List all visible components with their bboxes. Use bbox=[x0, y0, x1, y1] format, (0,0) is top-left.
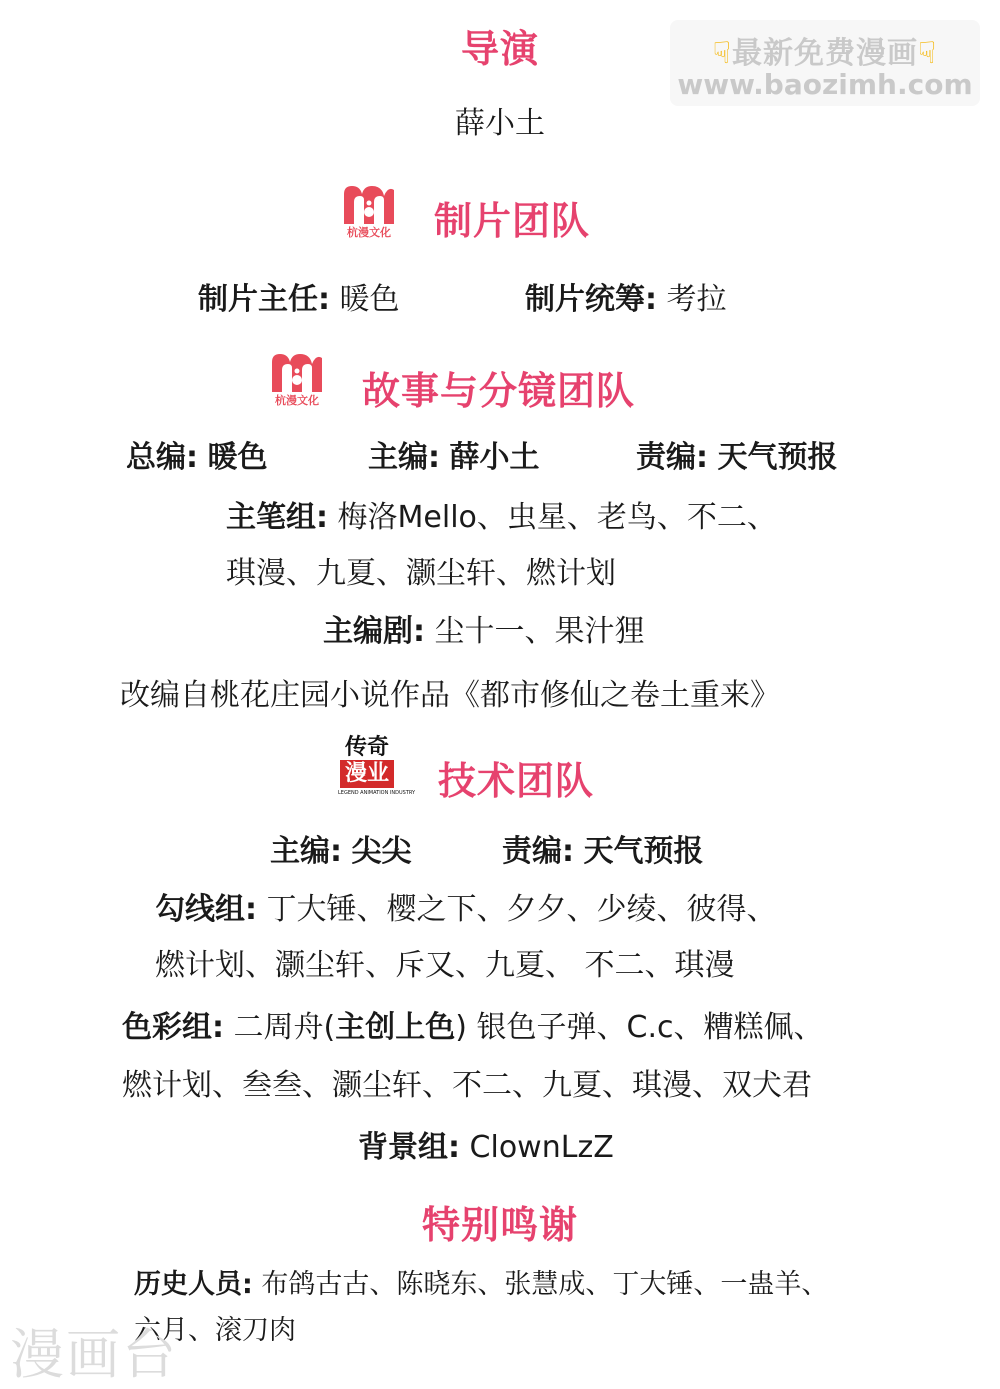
tech-line-line2: 燃计划、灏尘轩、斥又、九夏、 不二、琪漫 bbox=[155, 948, 735, 983]
production-coordinator-value: 考拉 bbox=[666, 282, 727, 317]
tech-line-group bbox=[155, 884, 777, 928]
story-writer-label: 主编剧: bbox=[323, 614, 425, 649]
tech-resp-label: 责编: bbox=[502, 834, 574, 869]
tech-editor-label: 主编: bbox=[270, 834, 342, 869]
story-chief bbox=[126, 432, 268, 476]
tech-color-pre: 二周舟( bbox=[233, 1010, 336, 1045]
story-pen-label: 主笔组: bbox=[226, 500, 328, 535]
watermark-text: 最新免费漫画 bbox=[732, 36, 918, 71]
story-chief-label: 总编: bbox=[126, 440, 198, 475]
tech-line-line1: 丁大锤、樱之下、夕夕、少绫、彼得、 bbox=[266, 892, 777, 927]
pointing-hand-icon: ☟ bbox=[918, 36, 938, 71]
director-name: 薛小土 bbox=[455, 106, 545, 141]
story-adapted-from: 改编自桃花庄园小说作品《都市修仙之卷土重来》 bbox=[120, 678, 780, 713]
tech-resp-value: 天气预报 bbox=[583, 834, 704, 869]
hangman-logo bbox=[268, 348, 326, 408]
thanks-heading: 特别鸣谢 bbox=[421, 1203, 578, 1247]
story-writer bbox=[323, 606, 645, 650]
director-heading: 导演 bbox=[460, 27, 539, 71]
story-resp-editor bbox=[636, 432, 838, 476]
thanks-history-line1: 布鸽古古、陈晓东、张慧成、丁大锤、一蛊羊、 bbox=[261, 1269, 829, 1300]
tech-color-post: ) 银色子弹、C.c、糟糕佩、 bbox=[455, 1010, 824, 1045]
watermark-bottom: 漫画台 bbox=[10, 1323, 178, 1386]
legend-logo-small: LEGEND ANIMATION INDUSTRY bbox=[338, 790, 416, 796]
tech-color-line2: 燃计划、叁叁、灏尘轩、不二、九夏、琪漫、双犬君 bbox=[122, 1068, 812, 1103]
legend-anime-logo bbox=[338, 735, 416, 798]
thanks-history-label: 历史人员: bbox=[134, 1269, 253, 1300]
watermark-url: www.baozimh.com bbox=[677, 68, 973, 101]
production-heading: 制片团队 bbox=[434, 199, 591, 243]
tech-color-bold: 主创上色 bbox=[335, 1010, 456, 1045]
story-pen-line1: 梅洛Mello、虫星、老鸟、不二、 bbox=[337, 500, 777, 535]
hangman-logo-label: 杭漫文化 bbox=[347, 226, 391, 239]
legend-logo-line1: 传奇 bbox=[344, 735, 389, 760]
tech-editor bbox=[270, 826, 412, 870]
tech-bg-label: 背景组: bbox=[358, 1130, 460, 1165]
story-pen-line2: 琪漫、九夏、灏尘轩、燃计划 bbox=[226, 556, 616, 591]
tech-line-label: 勾线组: bbox=[155, 892, 257, 927]
tech-color-group bbox=[122, 1002, 823, 1046]
tech-heading: 技术团队 bbox=[438, 759, 595, 803]
story-resp-value: 天气预报 bbox=[717, 440, 838, 475]
thanks-history-line2: 六月、滚刀肉 bbox=[134, 1315, 296, 1346]
production-manager-value: 暖色 bbox=[339, 282, 400, 317]
thanks-history bbox=[134, 1262, 828, 1301]
story-resp-label: 责编: bbox=[636, 440, 708, 475]
story-editor bbox=[368, 432, 540, 476]
production-coordinator bbox=[525, 274, 727, 318]
tech-bg-value: ClownLzZ bbox=[469, 1130, 614, 1165]
tech-bg-group bbox=[358, 1122, 614, 1166]
hangman-logo bbox=[340, 180, 398, 240]
story-heading: 故事与分镜团队 bbox=[362, 369, 636, 413]
story-chief-value: 暖色 bbox=[207, 440, 268, 475]
pointing-hand-icon: ☟ bbox=[712, 36, 732, 71]
story-editor-value: 薛小土 bbox=[449, 440, 540, 475]
production-manager-label: 制片主任: bbox=[198, 282, 330, 317]
tech-editor-value: 尖尖 bbox=[351, 834, 412, 869]
story-writer-value: 尘十一、果汁狸 bbox=[434, 614, 645, 649]
story-pen-group bbox=[226, 492, 777, 536]
hangman-logo-label: 杭漫文化 bbox=[275, 394, 319, 407]
production-coordinator-label: 制片统筹: bbox=[525, 282, 657, 317]
tech-color-label: 色彩组: bbox=[122, 1010, 224, 1045]
legend-logo-line2: 漫业 bbox=[340, 760, 394, 788]
tech-resp-editor bbox=[502, 826, 704, 870]
story-editor-label: 主编: bbox=[368, 440, 440, 475]
production-manager bbox=[198, 274, 400, 318]
